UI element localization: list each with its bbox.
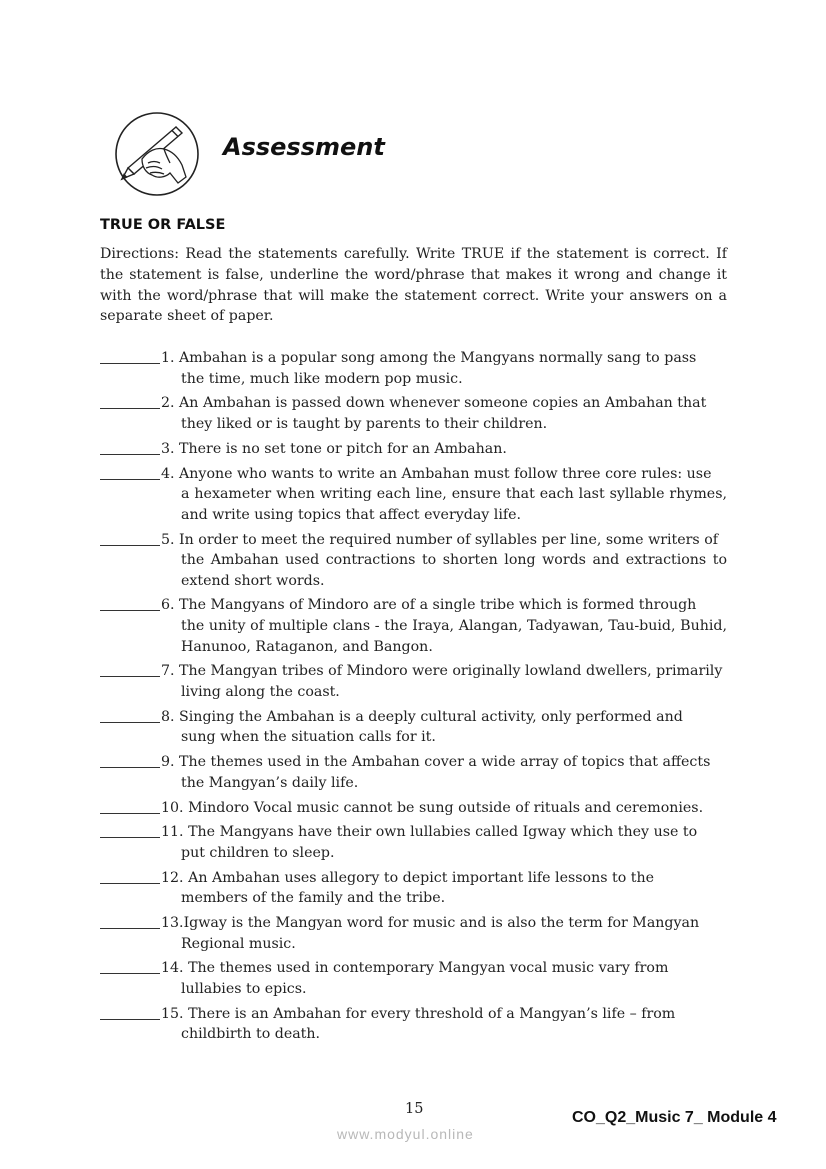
section-title: TRUE OR FALSE: [100, 217, 226, 233]
list-item: 13.Igway is the Mangyan word for music and is also the term for Mangyan Regional music.: [100, 913, 727, 954]
list-item: 14. The themes used in contemporary Mangyan vocal music vary from lullabies to epics.: [100, 958, 727, 999]
list-item: 12. An Ambahan uses allegory to depict important life lessons to the members of the family and the tribe.: [100, 868, 727, 909]
question-list: [100, 348, 727, 1049]
list-item: 6. The Mangyans of Mindoro are of a single tribe which is formed through the unity of multiple clans - the Iraya, Alangan, Tadyawan, Tau-buid, Buhid, Hanunoo, Rataganon, and Bangon.: [100, 595, 727, 657]
answer-blank[interactable]: [100, 454, 160, 455]
list-item: 10. Mindoro Vocal music cannot be sung outside of rituals and ceremonies.: [100, 798, 727, 819]
answer-blank[interactable]: [100, 973, 160, 974]
answer-blank[interactable]: [100, 479, 160, 480]
answer-blank[interactable]: [100, 813, 160, 814]
answer-blank[interactable]: [100, 676, 160, 677]
module-code: CO_Q2_Music 7_ Module 4: [572, 1109, 777, 1126]
answer-blank[interactable]: [100, 837, 160, 838]
watermark: www.modyul.online: [337, 1126, 474, 1142]
answer-blank[interactable]: [100, 767, 160, 768]
answer-blank[interactable]: [100, 722, 160, 723]
list-item: 11. The Mangyans have their own lullabies called Igway which they use to put children to sleep.: [100, 822, 727, 863]
answer-blank[interactable]: [100, 545, 160, 546]
list-item: 2. An Ambahan is passed down whenever someone copies an Ambahan that they liked or is taught by parents to their children.: [100, 393, 727, 434]
directions-text: Directions: Read the statements carefully. Write TRUE if the statement is correct. If the statement is false, underline the word/phrase that makes it wrong and change it with the word/phrase that will make the statement correct. Write your answers on a separate sheet of paper.: [100, 246, 727, 325]
answer-blank[interactable]: [100, 1019, 160, 1020]
list-item: 8. Singing the Ambahan is a deeply cultural activity, only performed and sung when the situation calls for it.: [100, 707, 727, 748]
answer-blank[interactable]: [100, 883, 160, 884]
list-item: 9. The themes used in the Ambahan cover a wide array of topics that affects the Mangyan’s daily life.: [100, 752, 727, 793]
answer-blank[interactable]: [100, 363, 160, 364]
list-item: 5. In order to meet the required number of syllables per line, some writers of the Ambahan used contractions to shorten long words and extractions to extend short words.: [100, 530, 727, 592]
list-item: 7. The Mangyan tribes of Mindoro were originally lowland dwellers, primarily living along the coast.: [100, 661, 727, 702]
list-item: 3. There is no set tone or pitch for an Ambahan.: [100, 439, 727, 460]
page-title: Assessment: [223, 133, 385, 161]
page-number: 15: [405, 1101, 424, 1117]
answer-blank[interactable]: [100, 610, 160, 611]
list-item: 1. Ambahan is a popular song among the Mangyans normally sang to pass the time, much like modern pop music.: [100, 348, 727, 389]
hand-writing-pencil-icon: [112, 111, 202, 197]
answer-blank[interactable]: [100, 928, 160, 929]
answer-blank[interactable]: [100, 408, 160, 409]
list-item: 15. There is an Ambahan for every threshold of a Mangyan’s life – from childbirth to death.: [100, 1004, 727, 1045]
list-item: 4. Anyone who wants to write an Ambahan must follow three core rules: use a hexameter when writing each line, ensure that each last syllable rhymes, and write using topics that affect everyday life.: [100, 464, 727, 526]
